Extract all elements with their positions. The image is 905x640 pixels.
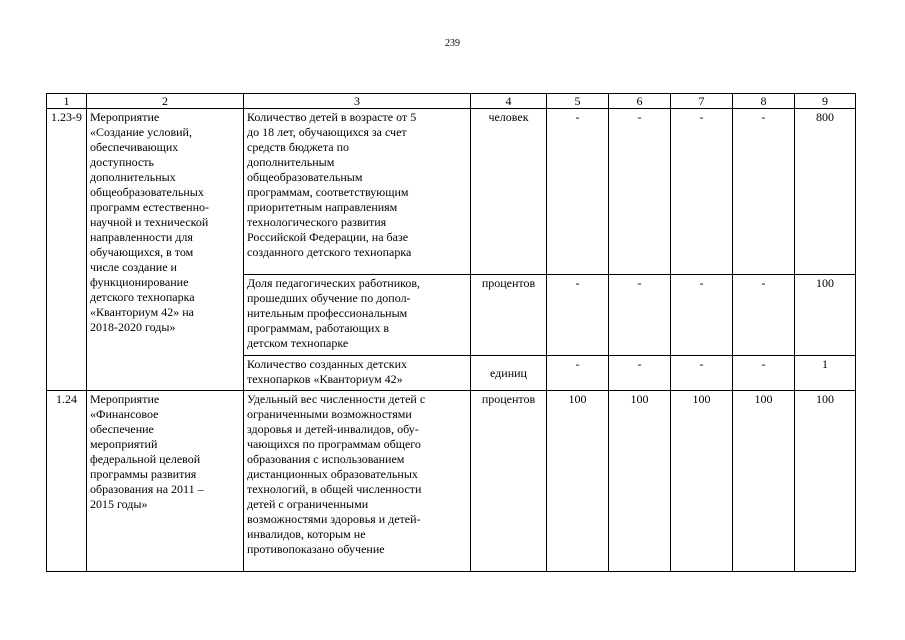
row-number-cell: 1.24 <box>47 391 87 572</box>
value-cell: - <box>733 356 795 391</box>
value-cell: - <box>547 275 609 356</box>
value-cell: - <box>671 109 733 275</box>
indicator-cell: Количество детей в возрасте от 5 до 18 лет, обучающихся за счет средств бюджета по дополнительным общеобразовательным программам, соответствующим приоритетным направлениям технологического развития Российской Федерации, на базе созданного детского технопарка <box>244 109 471 275</box>
header-cell: 8 <box>733 94 795 109</box>
header-cell: 3 <box>244 94 471 109</box>
table-row <box>47 109 856 275</box>
value-cell: 100 <box>733 391 795 572</box>
header-cell: 2 <box>87 94 244 109</box>
value-cell: - <box>733 109 795 275</box>
unit-cell: процентов <box>471 391 547 572</box>
table-header-row <box>47 94 856 109</box>
header-cell: 5 <box>547 94 609 109</box>
measure-cell: Мероприятие «Создание условий, обеспечивающих доступность дополнительных общеобразовательных программ естественно- научной и технической направленности для обучающихся, в том числе создание и функционирование детского технопарка «Кванториум 42» на 2018-2020 годы» <box>87 109 244 391</box>
indicator-cell: Удельный вес численности детей с ограниченными возможностями здоровья и детей-инвалидов, обу- чающихся по программам общего образования с использованием дистанционных образовательных технологий, в общей численности детей с ограниченными возможностями здоровья и детей- инвалидов, которым не противопоказано обучение <box>244 391 471 572</box>
value-cell: 100 <box>671 391 733 572</box>
unit-cell: человек <box>471 109 547 275</box>
unit-cell: процентов <box>471 275 547 356</box>
value-cell: 100 <box>547 391 609 572</box>
header-cell: 6 <box>609 94 671 109</box>
value-cell: 100 <box>609 391 671 572</box>
value-cell: - <box>609 109 671 275</box>
value-cell: - <box>609 275 671 356</box>
value-cell: 800 <box>795 109 856 275</box>
value-cell: - <box>609 356 671 391</box>
value-cell: - <box>547 109 609 275</box>
value-cell: - <box>547 356 609 391</box>
value-cell: 100 <box>795 275 856 356</box>
page-number: 239 <box>445 38 460 49</box>
value-cell: - <box>733 275 795 356</box>
indicator-cell: Количество созданных детских технопарков «Кванториум 42» <box>244 356 471 391</box>
indicator-cell: Доля педагогических работников, прошедших обучение по допол- нительным профессиональным программам, работающих в детском технопарке <box>244 275 471 356</box>
indicators-table <box>46 93 856 572</box>
header-cell: 7 <box>671 94 733 109</box>
value-cell: 1 <box>795 356 856 391</box>
header-cell: 9 <box>795 94 856 109</box>
row-number-cell: 1.23-9 <box>47 109 87 391</box>
header-cell: 1 <box>47 94 87 109</box>
value-cell: - <box>671 275 733 356</box>
unit-cell: единиц <box>471 356 547 391</box>
table-row <box>47 391 856 572</box>
header-cell: 4 <box>471 94 547 109</box>
measure-cell: Мероприятие «Финансовое обеспечение мероприятий федеральной целевой программы развития образования на 2011 – 2015 годы» <box>87 391 244 572</box>
value-cell: 100 <box>795 391 856 572</box>
value-cell: - <box>671 356 733 391</box>
